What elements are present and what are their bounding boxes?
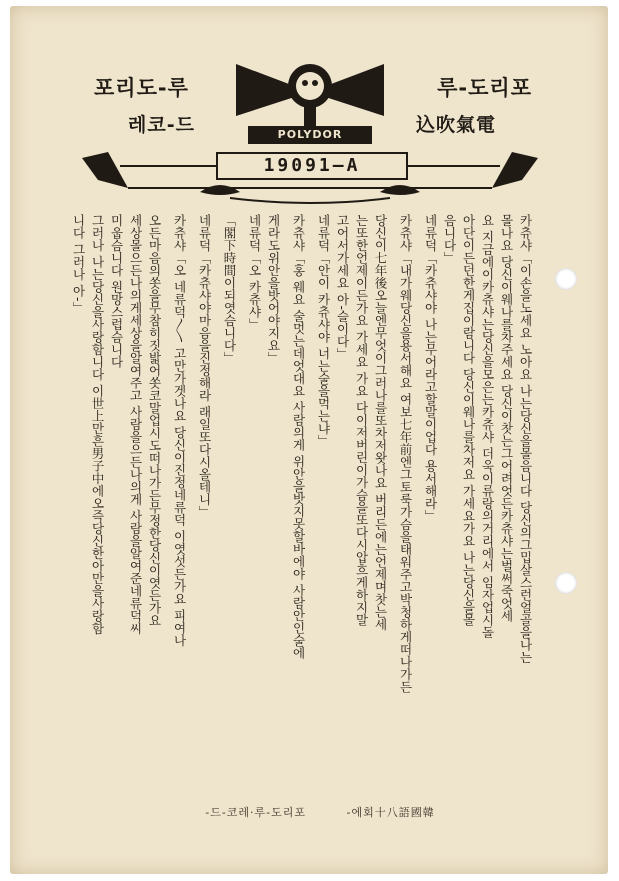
lyric-line: 고어서가세요 아-슬이다」 (335, 214, 350, 360)
lyric-line: 음니다」 (442, 214, 457, 264)
lyric-line: 몰나요 당신이웨나를차주세요 당신이찻는그어려엇든카츄샤는벌써죽엇세 (499, 214, 514, 622)
punch-hole-bottom (555, 572, 577, 594)
lyric-line: 당신이七年後오늘엔무엇이그러나를또차저왓나요 버리든에는언제며찻는세 (373, 214, 388, 631)
lyrics-text (71, 214, 534, 774)
lyric-line: 그러나 나는당신을사랑함니다 이世上만흔男子中에오즉당신한아만을사랑함 (90, 214, 105, 635)
lyric-sheet (10, 6, 608, 874)
lyric-line: 오든마음의쏫을무참히짓밟어쏫코말업시도떠나가든무정한당신이엿든가요 (147, 214, 162, 627)
footer-left-text: 韓國語八十회에- (346, 806, 435, 819)
lyric-line: 카츄샤「내가웨당신을용서해요 여보七年前엔그토룩가슴을태워주고박청하게떠나가든 (398, 214, 413, 693)
lyric-line: 「閣下時間이되엿슴니다」 (222, 214, 237, 364)
footer-line (110, 804, 530, 820)
lyric-line: 미웁슴니다 원망스럽슴니다 (109, 214, 124, 368)
brand-name-right: 포리도-루 (437, 76, 532, 100)
lyric-line: 요 지금에이카츄샤는당신을모은는카츄샤 더욱이류랑의거리에서 임자업시돌 (480, 214, 495, 639)
lyric-line: 카츄샤「이손을노세요 노아요 나는당신을몰음니다 당신의그밉살스런얼골을나는 (518, 214, 533, 664)
lyric-line: 아단이든던한게집이람니다 당신이웨나를차저요 가세요가요 나는당신을몰 (461, 214, 476, 626)
record-label-left: 레코-드 (128, 114, 195, 136)
lyric-line: 네류덕「안이 카츄샤야 너는술을먹는냐」 (316, 214, 331, 447)
polydor-logo-text: POLYDOR (248, 126, 372, 144)
electric-recording-label: 電氣吹込 (415, 114, 496, 136)
footer-right-text: 포리도-루·레코-드- (205, 806, 307, 819)
lyric-line: 네류덕「오 카츄샤」 (247, 214, 262, 331)
lyric-line: 는또한언제이든가요 가세요 가요 다이저버린이가슴을또다시압흐게하지말 (354, 214, 369, 626)
lyric-line: 카츄샤「오 네류덕〳〵 고만가겟나요 당신이진정네류덕 이엿섯든가요 피여나 (172, 214, 187, 647)
lyric-line: 게라도위안을밧어야지요」 (266, 214, 281, 364)
lyric-line: 세상몰으든나의게세상을알여주고 사람을으든나의게 사람을알여준네류덕씨 (128, 214, 143, 635)
punch-hole-top (555, 268, 577, 290)
catalog-number: 19091—A (216, 152, 408, 180)
lyric-line: 네류덕「카츄샤야 나는무어라고할말이업다 용서해라」 (423, 214, 438, 522)
lyric-line: 카츄샤「홍 웨요 술멋는데엇대요 사람의게 위안을밧지못할바에야 사람안인술에 (291, 214, 306, 659)
lyric-line: 네류덕「카츄샤야마음을진정해라 래일또다시올테니」 (197, 214, 212, 518)
brand-name-left: 포리도-루 (94, 76, 189, 100)
record-header (80, 56, 540, 206)
lyric-line: 니다 그러나 아-」 (71, 214, 86, 314)
